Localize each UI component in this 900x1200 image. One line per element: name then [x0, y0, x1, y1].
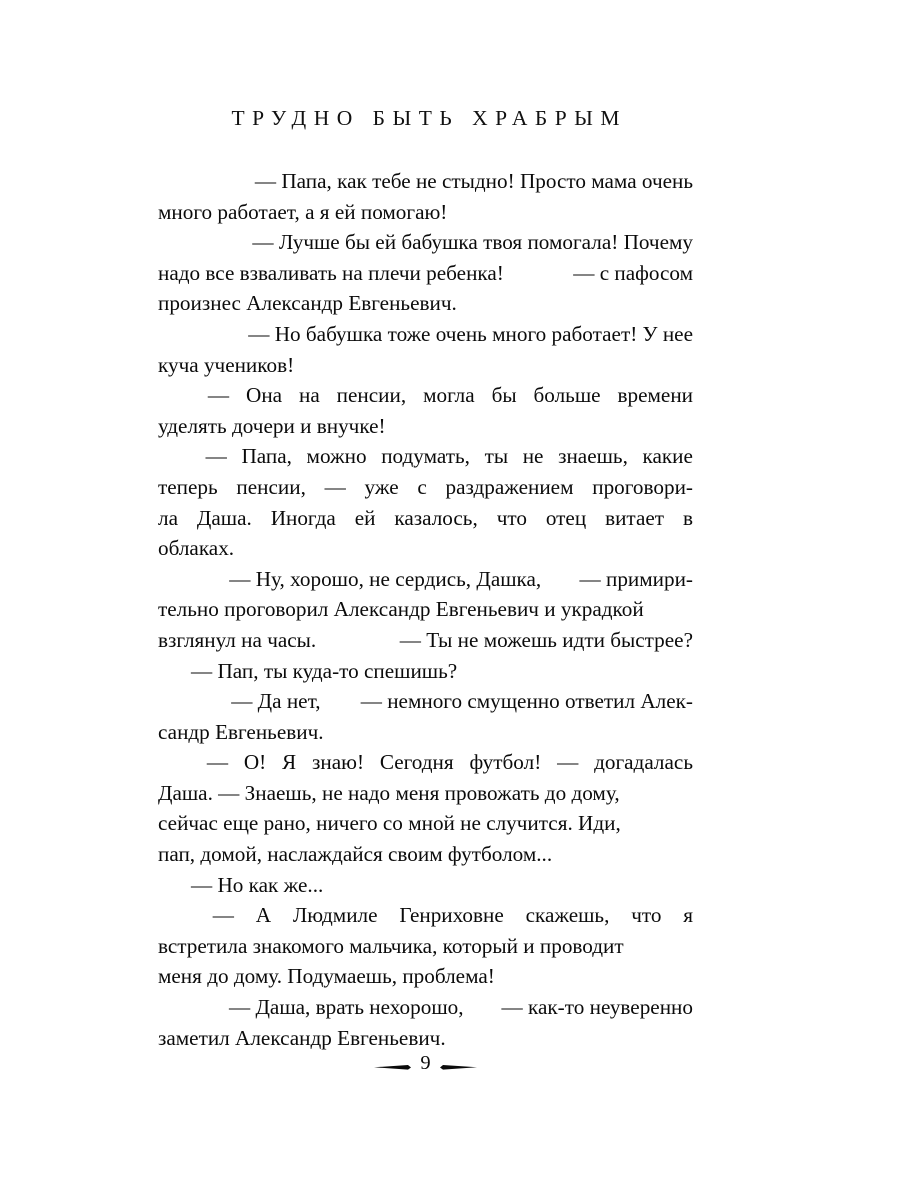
- text-line: [158, 778, 693, 809]
- line-segment: какие: [642, 444, 693, 469]
- line-segment: времени: [617, 383, 693, 408]
- line-segment: — Папа, как тебе не стыдно! Просто мама очень: [254, 169, 693, 193]
- text-line: [158, 166, 693, 197]
- line-segment: скажешь,: [525, 903, 610, 928]
- line-segment: казалось,: [394, 505, 478, 530]
- line-segment: раздражением: [445, 474, 574, 499]
- line-segment: сейчас еще рано, ничего со мной не случится. Иди,: [158, 811, 621, 836]
- line-segment: бы: [491, 383, 517, 408]
- line-segment: теперь: [158, 474, 218, 499]
- paragraph: [158, 441, 693, 563]
- line-segment: —: [205, 444, 227, 469]
- line-segment: Папа,: [241, 444, 292, 469]
- text-line: [158, 931, 693, 962]
- line-segment: Сегодня: [379, 750, 454, 775]
- paragraph: [158, 900, 693, 992]
- line-segment: надо все взваливать на плечи ребенка!: [158, 260, 504, 285]
- paragraph: [158, 656, 693, 687]
- text-line: [158, 319, 693, 350]
- line-segment: —: [207, 383, 230, 408]
- line-segment: —: [212, 903, 234, 928]
- line-segment: пенсии,: [236, 474, 306, 499]
- line-segment: на: [299, 383, 320, 408]
- text-line: [158, 258, 693, 289]
- text-line: [158, 503, 693, 534]
- paragraph: [158, 227, 693, 319]
- line-segment: подумать,: [381, 444, 470, 469]
- ornament-left-icon: [374, 1059, 411, 1068]
- line-segment: —: [206, 750, 229, 775]
- line-segment: тельно проговорил Александр Евгеньевич и украдкой: [158, 597, 644, 622]
- running-head: ТРУДНО БЫТЬ ХРАБРЫМ: [231, 106, 628, 130]
- text-line: [158, 227, 693, 258]
- text-line: уделять дочери и внучке!: [158, 413, 386, 438]
- ornament-right-icon: [440, 1059, 477, 1068]
- line-segment: не: [522, 444, 544, 469]
- text-line: произнес Александр Евгеньевич.: [158, 291, 457, 316]
- line-segment: что: [496, 505, 527, 530]
- text-line: [158, 747, 693, 778]
- line-segment: Она: [246, 383, 283, 408]
- line-segment: догадалась: [594, 750, 693, 775]
- line-segment: ты: [484, 444, 509, 469]
- paragraph: [158, 992, 693, 1053]
- line-segment: — Ты не можешь идти быстрее?: [399, 627, 693, 652]
- line-segment: — Ну, хорошо, не сердись, Дашка,: [229, 566, 542, 591]
- text-line: [158, 625, 693, 656]
- text-line: заметил Александр Евгеньевич.: [158, 1025, 446, 1050]
- line-segment: знаю!: [312, 750, 364, 775]
- paragraph: [158, 380, 693, 441]
- line-segment: уже: [364, 474, 399, 499]
- page-footer: [158, 1053, 693, 1074]
- line-segment: Я: [282, 750, 297, 775]
- line-segment: Даша.: [196, 505, 252, 530]
- line-segment: Даша. — Знаешь, не надо меня провожать до дому,: [158, 780, 620, 805]
- line-segment: Иногда: [270, 505, 336, 530]
- line-segment: — Но бабушка тоже очень много работает! У нее: [248, 321, 693, 346]
- line-segment: можно: [306, 444, 367, 469]
- body-text-block: [158, 166, 693, 1053]
- text-line: [158, 594, 693, 625]
- line-segment: —: [557, 750, 579, 775]
- paragraph: [158, 747, 693, 869]
- paragraph: [158, 319, 693, 380]
- line-segment: —: [324, 474, 346, 499]
- text-line: — Пап, ты куда-то спешишь?: [191, 658, 458, 683]
- line-segment: встретила знакомого мальчика, который и проводит: [158, 933, 624, 958]
- line-segment: ей: [354, 505, 376, 530]
- line-segment: футбол!: [469, 750, 542, 775]
- text-line: много работает, а я ей помогаю!: [158, 199, 448, 224]
- line-segment: могла: [423, 383, 475, 408]
- line-segment: — Да нет,: [231, 689, 321, 714]
- line-segment: витает: [605, 505, 665, 530]
- line-segment: — примири-: [579, 566, 693, 591]
- page-number: 9: [420, 1052, 431, 1074]
- line-segment: я: [683, 903, 693, 928]
- text-line: [158, 808, 693, 839]
- line-segment: больше: [533, 383, 601, 408]
- text-line: [158, 992, 693, 1023]
- text-line: [158, 441, 693, 472]
- text-line: пап, домой, наслаждайся своим футболом...: [158, 842, 553, 867]
- text-line: — Но как же...: [191, 872, 324, 897]
- line-segment: что: [631, 903, 662, 928]
- line-segment: — как-то неуверенно: [501, 995, 693, 1020]
- paragraph: [158, 166, 693, 227]
- line-segment: ла: [158, 505, 178, 530]
- text-line: [158, 472, 693, 503]
- line-segment: отец: [545, 505, 587, 530]
- text-line: [158, 686, 693, 717]
- text-line: облаках.: [158, 536, 235, 561]
- line-segment: знаешь,: [558, 444, 628, 469]
- line-segment: — Даша, врать нехорошо,: [228, 995, 464, 1020]
- line-segment: Генриховне: [399, 903, 504, 928]
- text-line: [158, 564, 693, 595]
- line-segment: — с пафосом: [573, 260, 693, 285]
- line-segment: взглянул на часы.: [158, 627, 317, 652]
- line-segment: — Лучше бы ей бабушка твоя помогала! Почему: [252, 230, 693, 255]
- text-line: [158, 380, 693, 411]
- paragraph: [158, 686, 693, 747]
- paragraph: [158, 564, 693, 656]
- line-segment: с: [417, 474, 427, 499]
- line-segment: пенсии,: [336, 383, 407, 408]
- line-segment: — немного смущенно ответил Алек-: [360, 689, 693, 714]
- line-segment: в: [682, 505, 693, 530]
- text-line: [158, 900, 693, 931]
- text-line: сандр Евгеньевич.: [158, 719, 324, 744]
- line-segment: А: [255, 903, 272, 928]
- paragraph: [158, 870, 693, 901]
- text-line: куча учеников!: [158, 352, 295, 377]
- line-segment: О!: [243, 750, 267, 775]
- text-line: меня до дому. Подумаешь, проблема!: [158, 964, 495, 989]
- line-segment: Людмиле: [292, 903, 378, 928]
- line-segment: проговори-: [592, 474, 693, 499]
